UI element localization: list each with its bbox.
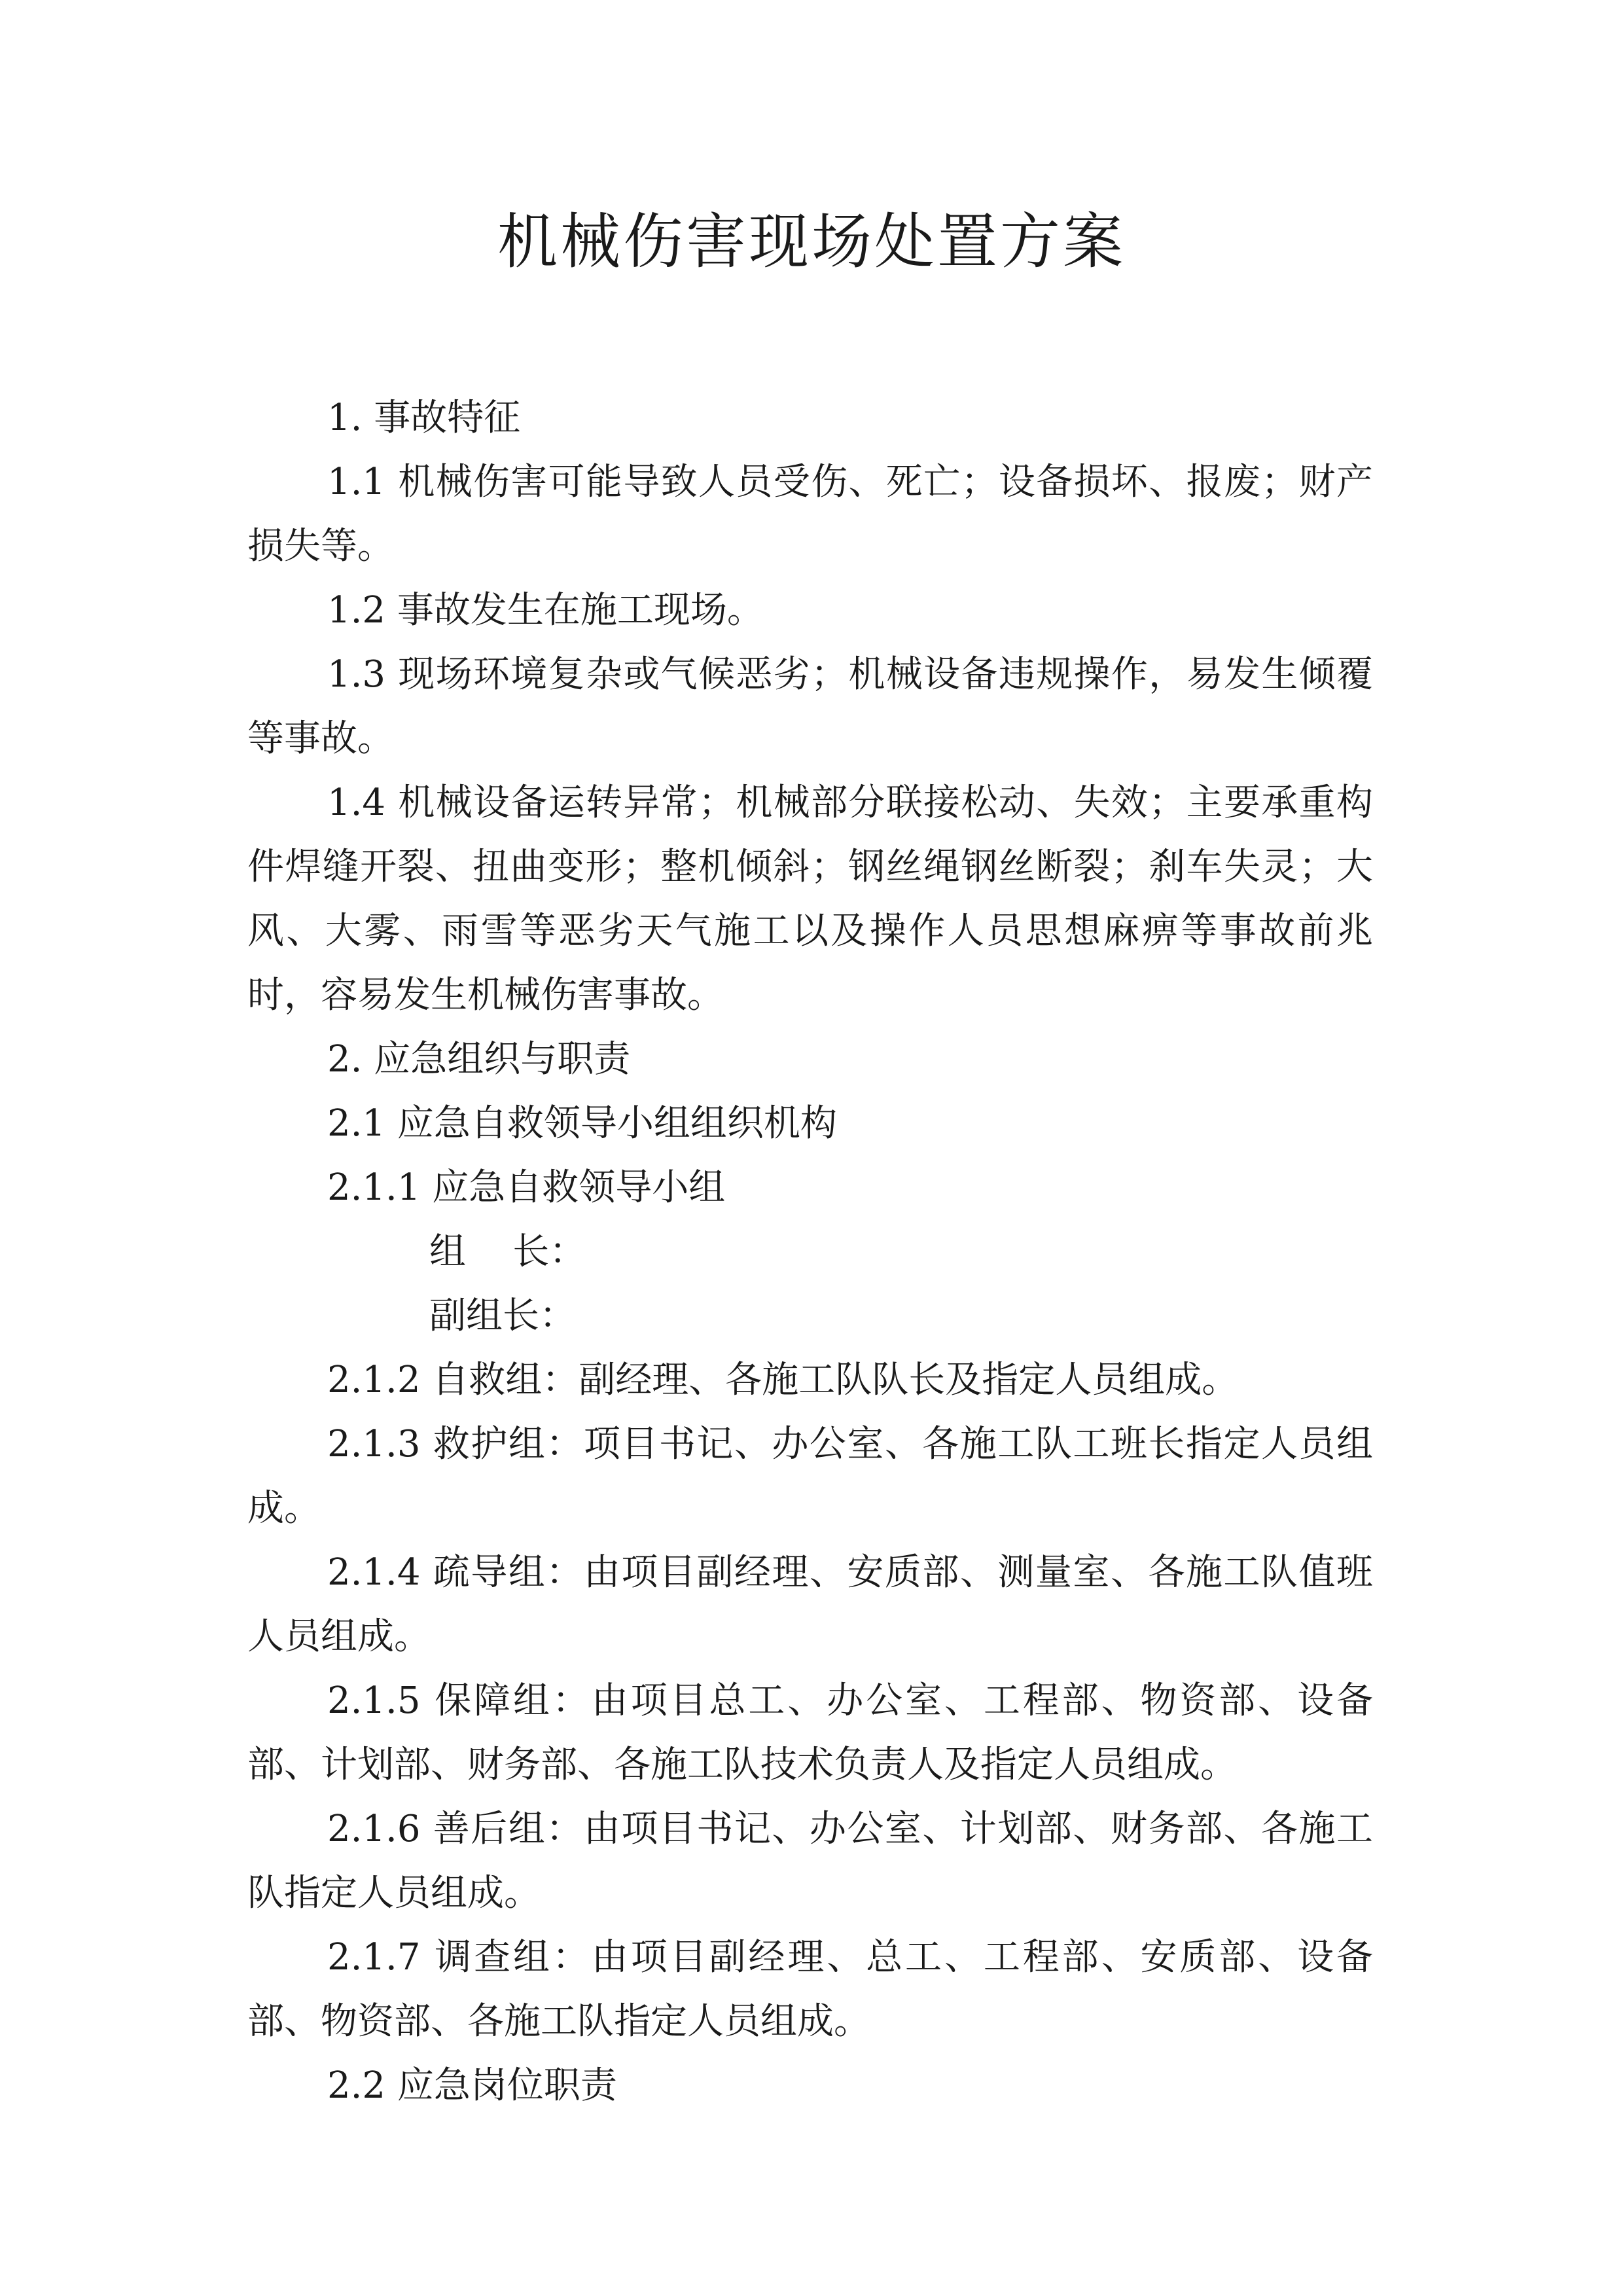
paragraph-2-1-3: 2.1.3 救护组：项目书记、办公室、各施工队工班长指定人员组成。 (247, 1423, 1373, 1530)
paragraph-1-3: 1.3 现场环境复杂或气候恶劣；机械设备违规操作，易发生倾覆等事故。 (247, 653, 1373, 760)
deputy-leader-line: 副组长： (429, 1295, 576, 1337)
document-body (247, 386, 1373, 2118)
document-title: 机械伤害现场处置方案 (497, 207, 1126, 277)
paragraph-2-1-5: 2.1.5 保障组：由项目总工、办公室、工程部、物资部、设备部、计划部、财务部、各施工队技术负责人及指定人员组成。 (247, 1679, 1373, 1786)
paragraph-2-1-4: 2.1.4 疏导组：由项目副经理、安质部、测量室、各施工队值班人员组成。 (247, 1551, 1373, 1658)
heading-accident-features: 1. 事故特征 (327, 397, 521, 439)
paragraph-2-1-7: 2.1.7 调查组：由项目副经理、总工、工程部、安质部、设备部、物资部、各施工队指定人员组成。 (247, 1936, 1373, 2043)
heading-emergency-organization: 2. 应急组织与职责 (327, 1038, 631, 1081)
paragraph-2-1-6: 2.1.6 善后组：由项目书记、办公室、计划部、财务部、各施工队指定人员组成。 (247, 1808, 1373, 1914)
paragraph-1-4: 1.4 机械设备运转异常；机械部分联接松动、失效；主要承重构件焊缝开裂、扭曲变形；整机倾斜；钢丝绳钢丝断裂；刹车失灵；大风、大雾、雨雪等恶劣天气施工以及操作人员思想麻痹等事故前兆时，容易发生机械伤害事故。 (247, 781, 1373, 1016)
paragraph-2-2: 2.2 应急岗位职责 (327, 2064, 617, 2107)
paragraph-2-1-2: 2.1.2 自救组：副经理、各施工队队长及指定人员组成。 (327, 1359, 1239, 1401)
paragraph-1-2: 1.2 事故发生在施工现场。 (327, 589, 764, 632)
paragraph-2-1-1: 2.1.1 应急自救领导小组 (327, 1166, 726, 1209)
paragraph-1-1: 1.1 机械伤害可能导致人员受伤、死亡；设备损坏、报废；财产损失等。 (247, 461, 1373, 567)
paragraph-2-1: 2.1 应急自救领导小组组织机构 (327, 1102, 837, 1145)
team-leader-line: 组 长： (429, 1230, 586, 1273)
